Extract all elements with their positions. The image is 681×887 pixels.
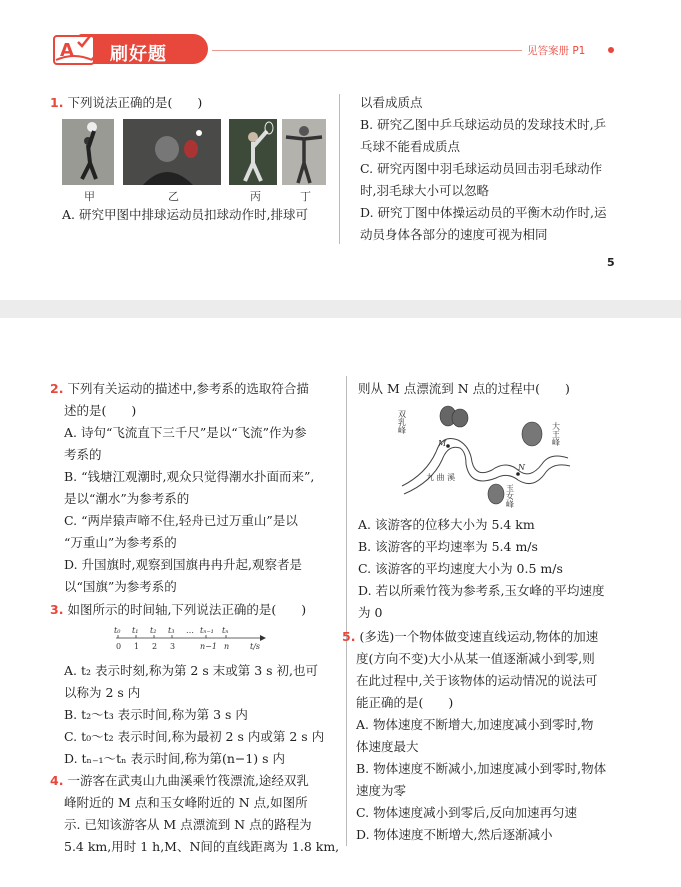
section-banner bbox=[48, 30, 208, 68]
column-divider bbox=[339, 94, 340, 244]
q2-option-b-cont: 是以“潮水”为参考系的 bbox=[64, 491, 190, 506]
q2-option-d-cont: 以“国旗”为参考系的 bbox=[64, 579, 177, 594]
q5-option-a-cont: 体速度最大 bbox=[356, 739, 419, 754]
point-n bbox=[516, 472, 520, 476]
badminton-player-icon bbox=[229, 119, 277, 185]
shuangru-peak-icon bbox=[440, 406, 468, 427]
yunv-peak-icon bbox=[488, 484, 504, 504]
q1-option-d: D. 研究丁图中体操运动员的平衡木动作时,运 bbox=[360, 205, 607, 220]
question-4-stem bbox=[50, 770, 309, 792]
q5-option-c: C. 物体速度减小到零后,反向加速再匀速 bbox=[356, 805, 578, 820]
q2-option-a-cont: 考系的 bbox=[64, 447, 102, 462]
map-label-jiuqu: 九 曲 溪 bbox=[426, 473, 456, 482]
question-tag: (多选) bbox=[359, 629, 395, 644]
question-text: 一个物体做变速直线运动,物体的加速 bbox=[394, 629, 599, 644]
q1-option-a: A. 研究甲图中排球运动员扣球动作时,排球可 bbox=[62, 207, 308, 222]
question-number: 4. bbox=[50, 773, 64, 788]
q1-option-c: C. 研究丙图中羽毛球运动员回击羽毛球动作 bbox=[360, 161, 603, 176]
tick-top-6: tₙ bbox=[222, 626, 229, 635]
tick-top-3: t₃ bbox=[168, 626, 175, 635]
timeline-unit: t/s bbox=[250, 642, 261, 651]
tick-bottom-1: 1 bbox=[134, 642, 140, 651]
q4-option-b: B. 该游客的平均速率为 5.4 m/s bbox=[358, 539, 538, 554]
table-tennis-player-icon bbox=[123, 119, 221, 185]
map-label-m: M bbox=[438, 439, 447, 448]
tick-top-2: t₂ bbox=[150, 626, 157, 635]
q1-option-b: B. 研究乙图中乒乓球运动员的发球技术时,乒 bbox=[360, 117, 607, 132]
q2-option-a: A. 诗句“飞流直下三千尺”是以“飞流”作为参 bbox=[64, 425, 307, 440]
volleyball-player-icon bbox=[62, 119, 114, 185]
svg-text:A: A bbox=[60, 40, 74, 61]
q5-stem-line-4: 能正确的是( ) bbox=[356, 695, 454, 710]
photo-gymnastics bbox=[282, 119, 326, 185]
tick-top-1: t₁ bbox=[132, 626, 139, 635]
tick-bottom-5: n bbox=[224, 642, 230, 651]
q5-option-a: A. 物体速度不断增大,加速度减小到零时,物 bbox=[356, 717, 594, 732]
tick-bottom-0: 0 bbox=[116, 642, 122, 651]
q3-option-c: C. t₀～t₂ 表示时间,称为最初 2 s 内或第 2 s 内 bbox=[64, 729, 325, 744]
question-number: 1. bbox=[50, 95, 64, 110]
photo-volleyball bbox=[62, 119, 114, 185]
q3-option-d: D. tₙ₋₁～tₙ 表示时间,称为第(n−1) s 内 bbox=[64, 751, 286, 766]
timeline-arrow bbox=[260, 635, 266, 641]
question-3-stem bbox=[50, 599, 306, 621]
page-number: 5 bbox=[607, 256, 615, 269]
q1-option-c-cont: 时,羽毛球大小可以忽略 bbox=[360, 183, 489, 198]
q5-option-b-cont: 速度为零 bbox=[356, 783, 407, 798]
q5-option-b: B. 物体速度不断减小,加速度减小到零时,物体 bbox=[356, 761, 607, 776]
header-dot bbox=[608, 47, 614, 53]
photo-badminton bbox=[229, 119, 277, 185]
jiuqu-stream-map bbox=[396, 400, 576, 508]
point-m bbox=[446, 444, 450, 448]
q1-option-a-cont: 以看成质点 bbox=[360, 95, 423, 110]
q1-option-d-cont: 动员身体各部分的速度可视为相同 bbox=[360, 227, 548, 242]
question-2-stem bbox=[50, 378, 309, 400]
timeline-diagram bbox=[112, 622, 272, 652]
q5-option-d: D. 物体速度不断增大,然后逐渐减小 bbox=[356, 827, 553, 842]
answer-reference: 见答案册 P1 bbox=[527, 45, 586, 57]
q2-option-c-cont: “万重山”为参考系的 bbox=[64, 535, 177, 550]
question-number: 3. bbox=[50, 602, 64, 617]
header-rule bbox=[212, 50, 522, 51]
q4-option-c: C. 该游客的平均速度大小为 0.5 m/s bbox=[358, 561, 563, 576]
q4-stem-line-3: 示. 已知该游客从 M 点漂流到 N 点的路程为 bbox=[64, 817, 312, 832]
q4-stem-line-5: 则从 M 点漂流到 N 点的过程中( ) bbox=[358, 381, 570, 396]
tick-top-4: … bbox=[186, 626, 194, 635]
map-label-n: N bbox=[518, 463, 525, 472]
question-text: 下列有关运动的描述中,参考系的选取符合描 bbox=[67, 381, 309, 396]
q1-option-b-cont: 乓球不能看成质点 bbox=[360, 139, 461, 154]
section-title: 刷好题 bbox=[110, 44, 167, 65]
q3-option-a-cont: 以称为 2 s 内 bbox=[64, 685, 141, 700]
q2-stem-cont: 述的是( ) bbox=[64, 403, 137, 418]
q4-stem-line-4: 5.4 km,用时 1 h,M、N间的直线距离为 1.8 km, bbox=[64, 839, 340, 854]
question-text: 一游客在武夷山九曲溪乘竹筏漂流,途经双乳 bbox=[67, 773, 309, 788]
tick-top-5: tₙ₋₁ bbox=[200, 626, 214, 635]
photo-label-yi: 乙 bbox=[168, 190, 179, 203]
tick-bottom-3: 3 bbox=[170, 642, 176, 651]
q4-option-d-cont: 为 0 bbox=[358, 605, 383, 620]
q4-option-d: D. 若以所乘竹筏为参考系,玉女峰的平均速度 bbox=[358, 583, 605, 598]
q3-option-b: B. t₂～t₃ 表示时间,称为第 3 s 内 bbox=[64, 707, 248, 722]
photo-label-jia: 甲 bbox=[84, 190, 95, 203]
question-number: 2. bbox=[50, 381, 64, 396]
question-1-stem bbox=[50, 92, 202, 114]
q5-stem-line-3: 在此过程中,关于该物体的运动情况的说法可 bbox=[356, 673, 598, 688]
photo-label-ding: 丁 bbox=[300, 190, 311, 203]
q2-option-d: D. 升国旗时,观察到国旗冉冉升起,观察者是 bbox=[64, 557, 302, 572]
tick-top-0: t₀ bbox=[114, 626, 121, 635]
column-divider-2 bbox=[346, 376, 347, 846]
map-label-shuangru: 双乳峰 bbox=[397, 410, 407, 434]
stream-bank-lower bbox=[404, 447, 570, 494]
q4-option-a: A. 该游客的位移大小为 5.4 km bbox=[358, 517, 535, 532]
q3-option-a: A. t₂ 表示时刻,称为第 2 s 末或第 3 s 初,也可 bbox=[64, 663, 319, 678]
photo-table-tennis bbox=[123, 119, 221, 185]
gymnast-icon bbox=[282, 119, 326, 185]
question-text: 如图所示的时间轴,下列说法正确的是( ) bbox=[67, 602, 307, 617]
question-text: 下列说法正确的是( ) bbox=[67, 95, 203, 110]
q5-stem-line-2: 度(方向不变)大小从某一值逐渐减小到零,则 bbox=[356, 651, 595, 666]
q2-option-c: C. “两岸猿声啼不住,轻舟已过万重山”是以 bbox=[64, 513, 298, 528]
question-number: 5. bbox=[342, 629, 356, 644]
tick-bottom-4: n−1 bbox=[200, 642, 217, 651]
q4-stem-line-2: 峰附近的 M 点和玉女峰附近的 N 点,如图所 bbox=[64, 795, 308, 810]
dawang-peak-icon bbox=[522, 422, 542, 446]
tick-bottom-2: 2 bbox=[152, 642, 158, 651]
q2-option-b: B. “钱塘江观潮时,观众只觉得潮水扑面而来”, bbox=[64, 469, 315, 484]
book-icon bbox=[48, 30, 110, 68]
map-label-dawang: 大王峰 bbox=[551, 422, 561, 446]
photo-label-bing: 丙 bbox=[250, 190, 261, 203]
page-top bbox=[0, 0, 681, 300]
question-5-stem bbox=[342, 626, 598, 648]
map-label-yunv: 玉女峰 bbox=[505, 484, 515, 508]
